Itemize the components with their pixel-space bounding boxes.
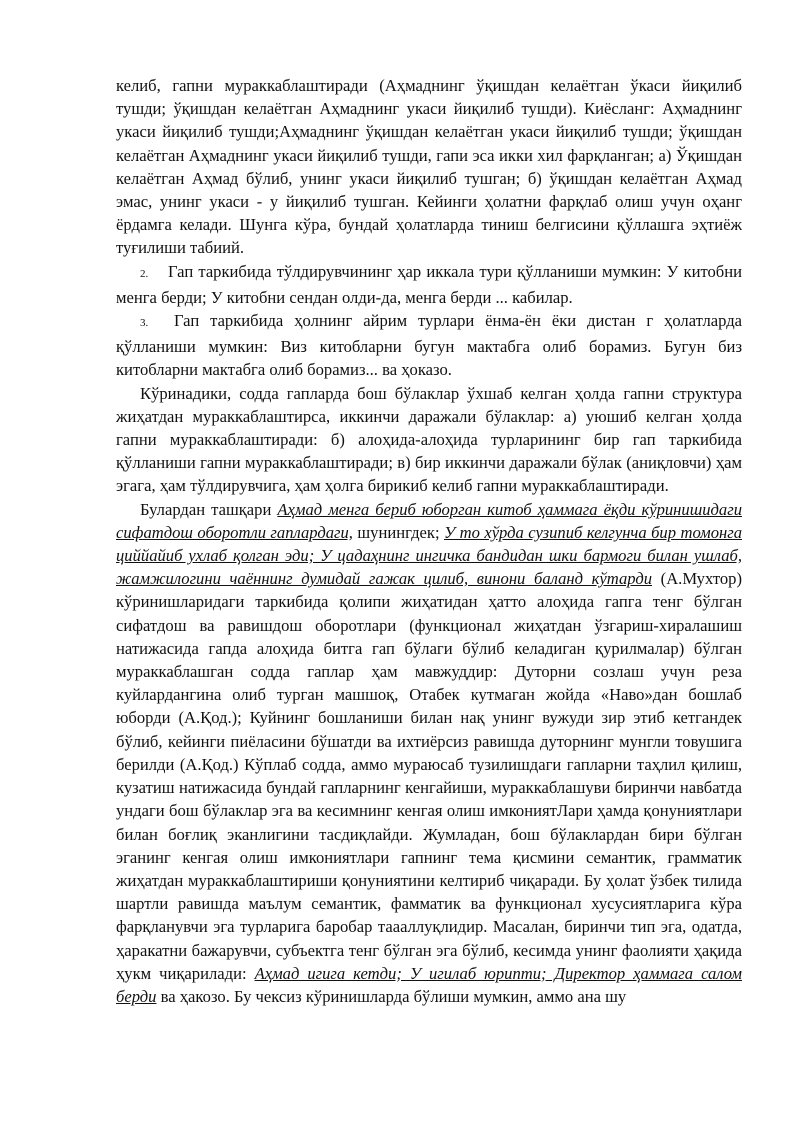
paragraph-4: Кўринадики, содда гапларда бош бўлаклар ўхшаб келган ҳолда гапни структура жиҳатдан мураккаблаштирса, иккинчи даражали бўлаклар: а) уюшиб келган ҳолда гапни мураккаблаштиради: б) алоҳида-алоҳида турларининг бир гап таркибида қўлланиши гапни мураккаблаштиради; в) бир иккинчи даражали бўлак (аниқловчи) ҳам эгага, ҳам тўлдирувчига, ҳам ҳолга бирикиб келиб гапни мураккаблаштиради. xyxy=(116,383,742,496)
text-segment: (А.Мухтор) кўринишларидаги таркибида қолипи жиҳатидан ҳатто алоҳида гапга тенг бўлган сифатдош ва равишдош оборотлари (функционал жиҳатдан ўзгариш-хиралашиш натижасида гапда алоҳида битга гап бўлаги бўлиб келадиган қурилмалар) бўлган мураккаблашган содда гаплар ҳам мавжуддир: Дуторни созлаш учун реза куйлардангина олиб турган машшоқ, Отабек кутмаган жойда «Наво»дан бошлаб юборди (А.Қод.); Куйнинг бошланиши билан нақ унинг вужуди зир этиб кетгандек бўлиб, кейинги пиёласини бўшатди ва ихтиёрсиз равишда дуторнинг мунгли товушига берилди (А.Қод.) Кўплаб содда, аммо мураюсаб тузилишдаги гапларни таҳлил қилиш, кузатиш натижасида бундай гапларнинг кенгайиши, мураккаблашуви биринчи навбатда ундаги бош бўлаклар эга ва кесимнинг кенгая олиш имкониятЛари ҳамда қонуниятлари билан боғлиқ эканлигини тасдиқлайди. Жумладан, бош бўлаклардан бири бўлган эганинг кенгая олиш имкониятлари гапнинг тема қисмини семантик, грамматик жиҳатдан мураккаблаштириши қонуниятини келтириб чиқаради. Бу ҳолат ўзбек тилида шартли равишда маълум семантик, фамматик ва функционал хусусиятларига кўра фарқланувчи эга турларига баробар таааллуқлидир. Масалан, биринчи тип эга, одатда, ҳаракатни бажарувчи, субъектга тенг бўлган эга бўлиб, кесимда унинг фаолияти ҳақида ҳукм чиқарилади: xyxy=(116,569,743,983)
paragraph-1: келиб, гапни мураккаблаштиради (Аҳмаднинг ўқишдан келаётган ўкаси йиқилиб тушди; ўқишдан келаётган Аҳмаднинг укаси йиқилиб тушди). Киёсланг: Аҳмаднинг укаси йиқилиб тушди;Аҳмаднинг ўқишдан келаётган укаси йиқилиб тушди; ўқишдан келаётган Аҳмаднинг укаси йиқилиб тушди, гапи эса икки хил фарқланган; а) Ўқишдан келаётган Аҳмад бўлиб, унинг укаси йиқилиб тушган; б) ўқишдан келаётган Аҳмад эмас, унинг укаси - у йиқилиб тушган. Кейинги ҳолатни фарқлаб олиш учун оҳанг ёрдамга келади. Шунга кўра, бундай ҳолатларда тиниш белгисини қўллашга эҳтиёж туғилиши табиий. xyxy=(116,76,742,258)
list-item-2 xyxy=(116,260,742,309)
list-item-text: Гап таркибида ҳолнинг айрим турлари ёнма-ён ёки дистан г ҳолатларда қўлланиши мумкин: Виз китобларни бугун мактабга олиб борамиз. Бугун биз китобларни мактабга олиб борамиз... ва ҳоказо. xyxy=(116,311,742,380)
example-sentence: Аҳмад игига кетди; У игилаб юрипти; Директор ҳаммага салом берди xyxy=(116,963,742,1006)
example-sentence: Аҳмад менга бериб юборган китоб ҳаммага ёқди кўринишидаги сифатдош оборотли гаплардаги, xyxy=(116,499,742,542)
example-sentence: У то хўрда сузипиб келгунча бир томонга циййайиб ухлаб қолган эди; У цадаҳнинг ингичка бандидан шки бармоги билан ушлаб, жамжилогини чаённинг думидай гажак цилиб, винони баланд кўтарди xyxy=(116,522,742,589)
text-segment: Булардан ташқари xyxy=(140,499,278,519)
list-number: 2. xyxy=(140,267,149,280)
paragraph-5 xyxy=(116,498,742,1008)
list-item-text: Гап таркибида тўлдирувчининг ҳар иккала тури қўлланиши мумкин: У китобни менга берди; У китобни сендан олди-да, менга берди ... кабилар. xyxy=(116,261,742,307)
text-segment: ва ҳакозо. Бу чексиз кўринишларда бўлиши мумкин, аммо ана шу xyxy=(156,986,627,1006)
list-item-3 xyxy=(116,309,742,382)
list-number: 3. xyxy=(140,317,149,330)
document-page xyxy=(116,74,742,1008)
text-segment: шунингдек; xyxy=(352,522,444,542)
